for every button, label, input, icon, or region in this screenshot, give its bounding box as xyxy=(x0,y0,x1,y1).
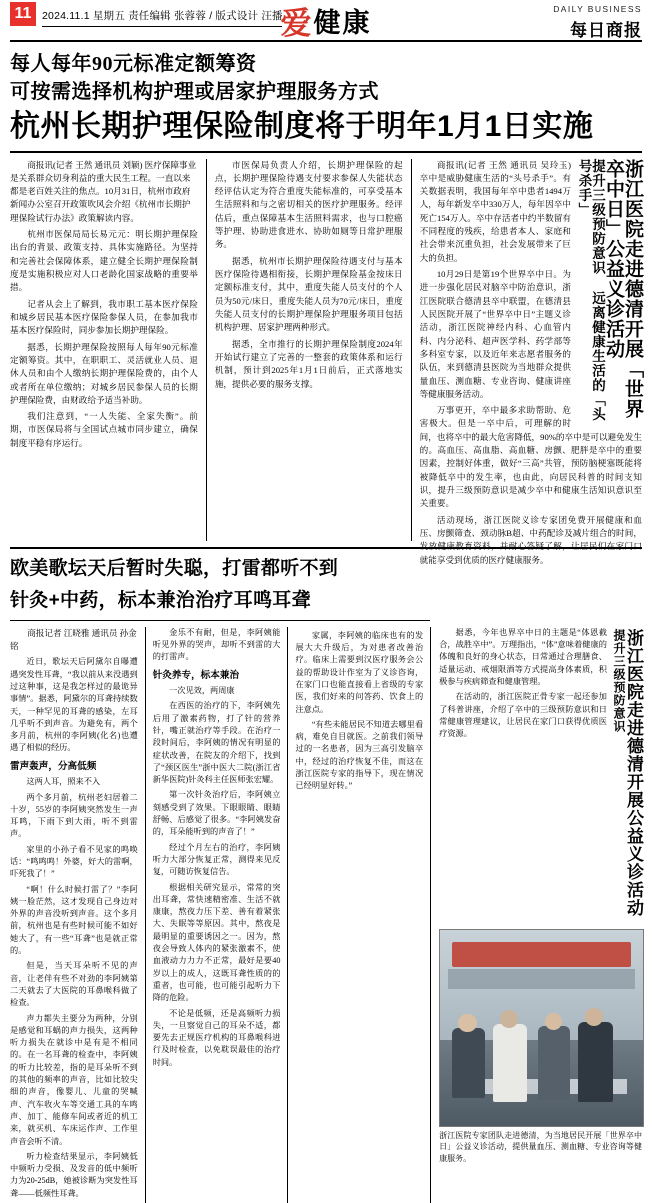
section2-paragraph: 第一次针灸治疗后，李阿姨立刻感受到了效果。下眼眼睛、眼睛舒畅、后感觉了很多。“李阿姨发奋的，耳朵能听到的声音了！” xyxy=(152,790,281,837)
vertical-headline-clinic xyxy=(613,629,642,929)
lead-kicker-1: 每人每年90元标准定额筹资 xyxy=(10,53,257,75)
photo-tent xyxy=(448,969,635,989)
vertical-headline-main: 浙江医院走进德清开展「世界卒中日」公益义诊活动 xyxy=(602,158,643,419)
photo-person xyxy=(493,1024,527,1102)
section2-paragraph: 不论是低频，还是高频听力损失，一旦察觉自己的耳朵不适，都要先去正规医疗机构的耳鼻喉科进行及时检查，以免耽误最佳的治疗时间。 xyxy=(152,1008,281,1067)
lead-column-3 xyxy=(412,158,643,565)
masthead-chinese-title: 每日商报 xyxy=(570,21,642,40)
section2-column-2 xyxy=(146,627,289,1203)
section2-paragraph: 根据相关研究显示，常常的突出耳聋，常快速精密准、生活不就康康，熬夜力压下差、善有着紧张大、失眠等等原因。其中，熬夜是最明显的重要诱因之一。因为，熬夜会导致人体内的紧张激素不，使血液动力力力不正常，最好是要40岁以上的成人，这既耳聋性质的的重者，也可能，也可能引起听力下降的危险。 xyxy=(152,882,281,1003)
section2-paragraph: 金乐不有耐，但是，李阿姨能听见外界的哭声，却听不到雷的大的打雷声。 xyxy=(152,627,281,662)
section2-headline-1: 欧美歌坛天后暂时失聪，打雷都听不到 xyxy=(10,557,339,579)
photo-person-head xyxy=(545,1013,562,1030)
section2-paragraph: 两个多月前，杭州老妇居着二十岁，55岁的李阿姨突然发生一声耳鸣，下雨下到大雨，听不到雷声。 xyxy=(10,792,138,839)
masthead-logo-health: 健康 xyxy=(313,8,372,38)
section2-column-4 xyxy=(431,627,642,1203)
photo-caption: 浙江医院专家团队走进德清，为当地居民开展「世界卒中日」公益义诊活动，提供量血压、测血糖、专业咨询等健康服务。 xyxy=(439,1130,642,1163)
clinic-paragraph: 在活动的，浙江医院正骨专家一起还参加了科普讲座，介绍了卒中的三级预防意识和日常健康管理建议，让居民在家门口获得优质医疗资源。 xyxy=(439,692,607,739)
lead-paragraph: 记者从会上了解到，我市职工基本医疗保险和城乡居民基本医疗保险参保人员，在参加我市基本医疗保险时，同步参加长期护理保险。 xyxy=(10,298,198,336)
photo-person-head xyxy=(500,1010,518,1028)
lead-kicker-2: 可按需选择机构护理或居家护理服务方式 xyxy=(10,81,379,103)
lead-byline: 商报讯(记者 王然 通讯员 刘颖) 医疗保障事业是关系群众切身利益的重大民生工程。一直以来都是老百姓关注的焦点。10月31日，杭州市政府新闻办公室召开政策吹风会介绍《杭州市长期护理保险试行办法》政策解读内容。 xyxy=(10,159,197,223)
lead-paragraph: 据悉，全市推行的长期护理保险制度2024年开始试行建立了完善的一整套的政策体系和运行机制，预计到2025年1月1日前后，正式落地实施，提供必要的服务支撑。 xyxy=(214,338,403,389)
dateline: 2024.11.1 星期五 责任编辑 张蓉蓉 / 版式设计 汪播 xyxy=(42,10,283,22)
lead-article-columns xyxy=(10,158,643,565)
section2-subhead-2: 针灸养专，标本兼治 xyxy=(152,669,240,681)
vertical-headline-stroke-event xyxy=(577,159,642,429)
vertical-headline-clinic-main: 浙江医院走进德清开展公益义诊活动 xyxy=(624,628,643,917)
section2-paragraph: 在西医的治疗的下，李阿姨先后用了激素药物，打了针的营养针，嘴正就治疗等手段。在治疗一段时间后，李阿姨的情况有明显的症状改善，在院友的介绍下，找到了“颈区医生”浙中医大二院(浙江省新华医院)针灸科主任医师张宏耀。 xyxy=(152,701,281,785)
section2-column-3 xyxy=(288,627,431,1203)
photo-person xyxy=(452,1028,484,1099)
headline-rule xyxy=(10,151,642,153)
section2-paragraph: 声力都失主要分为两种，分别是感觉和耳蜗的声力损失，这两种听力损失在就诊中是有是不相同的。在一名耳聋的检查中，李阿姨的听力比较差，指的是耳朵听不到的其他的频率的声音，比如比较尖细的声音，像婴儿、儿童的哭喊声、汽车收火车等交通工具的车鸣声、加丁、能修车间或者近的机工来，就买机、车床运作声、工作里声音会听不清。 xyxy=(10,1013,138,1146)
lead-paragraph: 我们注意到，“一人失能、全家失衡”。前期，市医保局将与全国试点城市同步建立，确保制度平稳有序运行。 xyxy=(10,411,198,448)
lead-paragraph: 据悉，杭州市长期护理保险待遇支付与基本医疗保险待遇相衔接，长期护理保险基金按床日定额标准支付，其中，重度失能人员支付的个人员为50元/床日，重度失能人员为70元/床日，重度失能人员支付的长期护理保险护理服务项目包括机构护理、居家护理两种形式。 xyxy=(214,255,403,333)
photo-red-banner xyxy=(452,942,631,967)
masthead-logo-ai: 爱 xyxy=(280,6,314,41)
lead-column-2 xyxy=(207,159,412,541)
section2-subhead: 雷声轰声，分高低频 xyxy=(10,760,97,772)
section2-columns xyxy=(10,627,642,1203)
masthead-logo xyxy=(10,0,642,43)
photo-person-head xyxy=(458,1014,476,1032)
section2-paragraph: 家属，李阿姨的临床也有的发展大大升级后，为对患者改善治疗。临床上需要到汉医疗服务会公益的帮助设计作室为了义诊咨询，在家门口也能直接看上省级的专家医，我们好来的问答药、饮食上的注意点。 xyxy=(295,630,424,714)
lead-paragraph: 据悉，长期护理保险按照每人每年90元标准定额筹资。其中，在职职工、灵活就业人员、退休人员和由个人缴纳长期护理保险费的，由个人或者所在单位缴纳；对城乡居民参保人员的长期护理保险费，由财政给予适当补助。 xyxy=(10,341,198,405)
lead-paragraph: 市医保局负责人介绍，长期护理保险的起点，长期护理保险待遇支付要求参保人失能状态经评估认定为符合重度失能标准的，可享受基本生活照料和与之密切相关的医疗护理服务。经评估后，重点保障基本生活照料需求，也与口腔癌等护理、协助进食进水、协助如厕等日常护理服务。 xyxy=(214,159,403,250)
lead-main-headline: 杭州长期护理保险制度将于明年1月1日实施 xyxy=(10,110,594,143)
clinic-paragraph: 据悉，今年也界卒中日的主题是“体恩截合，战胜卒中”。万理指出，“体”意味着健康的体魄和良好的身心状态，日常通过合理膳食、适量运动、戒烟限酒等方式提高身体素质，积极参与疾病筛查和健康管理。 xyxy=(439,627,607,686)
stroke-article-paragraph: 万事更开，卒中最多求助帮助、危害极大。但是一卒中后，可理解的时间，也将卒中的最大危害降低，90%的卒中是可以避免发生的。高血压、高血脂、高血糖、房颤、肥胖是卒中的重要因素，控制好体重，做好“三高”共管，预防脑梗塞既能将被降低卒中的发生率，也由此，向居民科普的时间支知识，提升三级预防意识是减少卒中和健康生活知识意识至关重要。 xyxy=(419,405,642,509)
masthead-english-title: DAILY BUSINESS xyxy=(553,4,642,14)
clinic-photo xyxy=(439,929,644,1127)
lead-headline-block xyxy=(10,51,642,153)
section2-headline-2: 针灸+中药，标本兼治治疗耳鸣耳聋 xyxy=(10,590,311,612)
section2-paragraph: 一次见效，两周康 xyxy=(169,686,235,696)
section2-paragraph: 但是，当天耳朵听不见的声音，让老伴有些不对劲的李阿姨第二天就去了大医院的耳鼻喉科做了检查。 xyxy=(10,961,138,1008)
page-number-badge: 11 xyxy=(10,2,36,26)
section2-paragraph: “有些未能居民不知道去哪里看病，难免自目就医。之前我们领导过的一名患者，因为三高引发脑卒中，经过的治疗恢复不佳，而这在浙江医院专家的指导下，现在情况已经明显好转。” xyxy=(295,719,424,791)
section2-paragraph: 这两人耳，照来不入 xyxy=(26,777,101,787)
section2-paragraph: 经过个月左右的治疗，李阿姨听力大部分恢复正常，测得来见反复，可随访恢复信告。 xyxy=(152,842,281,877)
section2-paragraph: 家里的小孙子看不见家的鸣唤话：“鸣鸣鸣！外婆，好大的雷啊，吓死我了！” xyxy=(10,844,138,879)
stroke-article-paragraph: 商报讯(记者 王然 通讯员 吴玲玉) 卒中是威胁健康生活的“头号杀手”。有关数据表明，我国每年卒中患者1494万人，每年新发卒中330万人，每年因卒中死亡154万人。卒中存活者中约半数留有不同程度的残疾，给患者本人、家庭和社会带来沉重负担，社会发展带来了巨大的负担。 xyxy=(419,159,571,263)
masthead-right xyxy=(553,4,642,41)
section2-paragraph: 近日，歌坛天后阿黛尔自曝遭遇突发性耳聋，“我以前从来没遇到过这种事，这是我怎样过的最诡异事情”。据悉，阿黛尔的耳聋持续数天，一种罕见的耳聋的感染，左耳几乎听不到声音。为避免有，两个多月前，杭州的李阿姨(化名)也遭遇了相似的经历。 xyxy=(10,657,138,753)
stroke-article-paragraph: 10月29日是第19个世界卒中日。为进一步强化居民对脑卒中防治意识，浙江医院联合德清县卒中联盟，在德清县人民医院开展了“世界卒中日”主题义诊活动，浙江医院神经内科、心血管内科、内分泌科、超声医学科、药学部等多科室专家，以及近年来志愿者服务的队伍，来到德清县医院为当地群众提供量血压、测血糖、专业咨询、健康讲座等健康服务活动。 xyxy=(419,269,571,399)
photo-person xyxy=(538,1026,570,1100)
lead-column-1 xyxy=(10,159,207,541)
stroke-article-paragraph: 活动现场，浙江医院义诊专家团免费开展健康和血压、房颤筛查、颈动脉B超、中药配诊及减片组合的时间，发放健康教育资料，并耐心答疑了解，让居民们在家门口就能享受到优质的医疗健康服务。 xyxy=(419,514,642,565)
lead-paragraph: 杭州市医保局局长易元元：明长期护理保险出台的背景、政策支持、具体实施路径。为坚持和完善社会保障体系，建立健全长期护理保险制度是实施积极应对人口老龄化国家战略的重要举措。 xyxy=(10,229,198,293)
section2-column-1 xyxy=(10,627,146,1203)
section2-paragraph: 听力检查结果显示，李阿姨低中频听力受损、及发音的低中频听力为20-25dB，她被诊断为突发性耳聋——低频性耳聋。 xyxy=(10,1151,138,1198)
section2-rule xyxy=(10,620,430,621)
masthead xyxy=(10,0,642,42)
vertical-headline-sub: 提升三级预防意识 远离健康生活的「头号杀手」 xyxy=(576,158,605,421)
section2-paragraph: “啊！什么时候打雷了？”李阿姨一脸茫然，这才发现自己身边对外界的声音没听到声音。这个多月前，杭州也是有些时候可能不如好她大了，有一些“耳聋”也是就正常的。 xyxy=(10,884,138,956)
section2-byline: 商报记者 江晓雅 通讯员 孙金铭 xyxy=(10,627,137,652)
photo-person xyxy=(578,1022,612,1102)
vertical-headline-clinic-sub: 提升三级预防意识 xyxy=(612,628,626,733)
